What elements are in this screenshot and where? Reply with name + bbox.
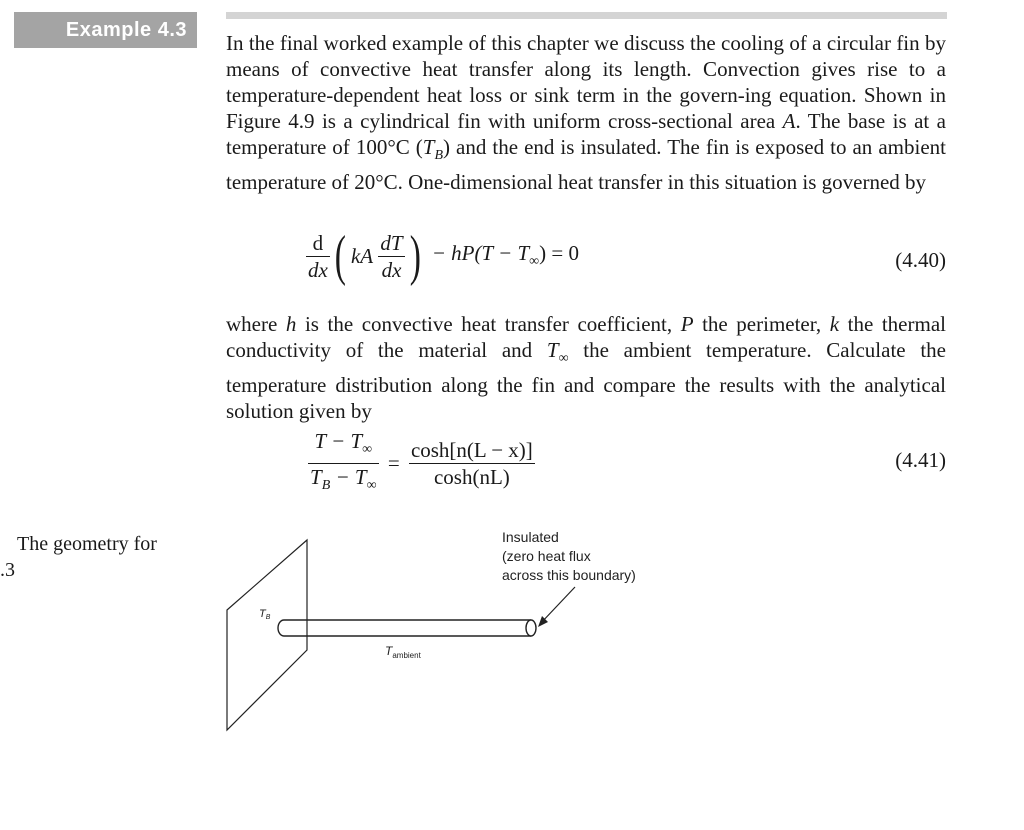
equation-4-41: $\frac{T - T_\infty}{T_B - T_\infty}$ = $\frac{\cosh[n(L - x)]}{\cosh(nL)}$ bbox=[308, 428, 535, 499]
example-label: Example 4.3 bbox=[14, 12, 197, 48]
rhs-fraction: $\frac{\cosh[n(L - x)]}{\cosh(nL)}$ bbox=[410, 438, 533, 490]
fin-end-cap bbox=[526, 620, 536, 636]
d-dx-fraction: $\frac{d}{dx}$ bbox=[308, 230, 328, 282]
intro-paragraph: In the final worked example of this chapter we discuss the cooling of a circular fin by means of convective heat transfer along its length. Convection gives rise to a temperature-dependent heat loss or sink term in the govern-ing equation. Shown in Figure 4.9 is a cylindrical fin with uniform cross-sectional area A. The base is at a temperature of 100°C $(T_B)$ and the end is insulated. The fin is exposed to an ambient temperature of 20°C. One-dimensional heat transfer in this situation is governed by bbox=[226, 31, 946, 195]
lhs-fraction: $\frac{T - T_\infty}{T_B - T_\infty}$ bbox=[310, 429, 377, 494]
label-insulated: Insulated bbox=[502, 529, 559, 545]
base-wall bbox=[227, 540, 307, 730]
label-T-ambient: $T_{ambient}$ bbox=[385, 644, 421, 660]
close-paren: ) bbox=[409, 225, 421, 287]
open-paren: ( bbox=[334, 225, 347, 287]
dT-dx-fraction: $\frac{dT}{dx}$ bbox=[380, 230, 403, 282]
cylindrical-fin bbox=[278, 620, 531, 636]
top-rule bbox=[226, 12, 947, 19]
where-paragraph: where h is the convective heat transfer coefficient, P the perimeter, k the thermal conductivity of the material and $T_\infty$ the ambient temperature. Calculate the temperature distribution along the fin and compare the results with the analytical solution given by bbox=[226, 312, 946, 424]
equation-number-4-41: (4.41) bbox=[895, 448, 946, 472]
equation-4-40: $\frac{d}{dx}$ ( kA $\frac{dT}{dx}$ ) − $hP(T - T_\infty) = 0$ bbox=[308, 225, 579, 287]
fin-geometry-figure bbox=[220, 520, 680, 740]
figure-caption: The geometry for bbox=[17, 533, 157, 555]
label-zero-heat-flux: (zero heat flux bbox=[502, 548, 591, 564]
insulated-arrow-line bbox=[540, 587, 575, 624]
label-TB: TB bbox=[259, 608, 271, 621]
label-across-boundary: across this boundary) bbox=[502, 567, 636, 583]
figure-caption-number: .3 bbox=[0, 559, 15, 581]
equation-number-4-40: (4.40) bbox=[895, 248, 946, 272]
